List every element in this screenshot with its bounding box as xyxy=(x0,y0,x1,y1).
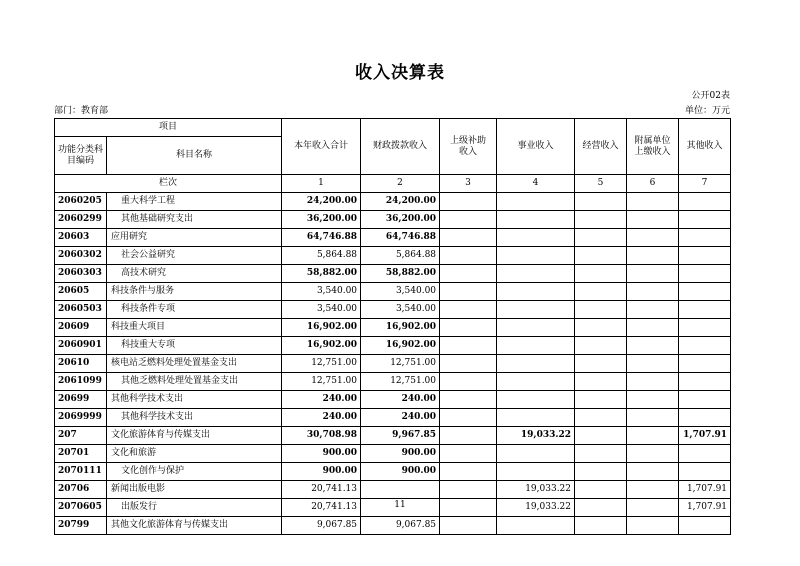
row-subject-name: 重大科学工程 xyxy=(107,193,282,211)
row-subject-name: 其他乏燃料处理处置基金支出 xyxy=(107,373,282,391)
row-subject-name: 文化旅游体育与传媒支出 xyxy=(107,427,282,445)
row-subject-name: 社会公益研究 xyxy=(107,247,282,265)
row-affiliated-value xyxy=(627,337,679,355)
row-fiscal-value: 16,902.00 xyxy=(361,337,440,355)
row-other-value: 1,707.91 xyxy=(679,481,731,499)
row-other-value xyxy=(679,265,731,283)
header-func-code: 功能分类科目编码 xyxy=(55,137,107,175)
row-fiscal-value: 36,200.00 xyxy=(361,211,440,229)
row-subject-name: 高技术研究 xyxy=(107,265,282,283)
table-row xyxy=(55,229,731,247)
row-superior-value xyxy=(440,409,497,427)
row-other-value xyxy=(679,391,731,409)
row-total-value: 900.00 xyxy=(282,463,361,481)
row-total-value: 64,746.88 xyxy=(282,229,361,247)
row-code: 2060302 xyxy=(55,247,107,265)
row-fiscal-value: 3,540.00 xyxy=(361,283,440,301)
row-code: 20609 xyxy=(55,319,107,337)
row-fiscal-value: 5,864.88 xyxy=(361,247,440,265)
col-number: 6 xyxy=(627,175,679,193)
row-other-value xyxy=(679,373,731,391)
row-operating-value xyxy=(575,409,627,427)
row-other-value xyxy=(679,463,731,481)
row-business-value: 19,033.22 xyxy=(497,499,575,517)
table-body xyxy=(55,193,731,535)
row-business-value xyxy=(497,463,575,481)
row-other-value xyxy=(679,517,731,535)
row-fiscal-value xyxy=(361,481,440,499)
row-affiliated-value xyxy=(627,229,679,247)
row-affiliated-value xyxy=(627,193,679,211)
row-business-value xyxy=(497,247,575,265)
row-operating-value xyxy=(575,211,627,229)
row-code: 2070111 xyxy=(55,463,107,481)
header-operating: 经营收入 xyxy=(575,119,627,175)
row-other-value xyxy=(679,445,731,463)
row-total-value: 240.00 xyxy=(282,409,361,427)
row-total-value: 20,741.13 xyxy=(282,499,361,517)
row-total-value: 16,902.00 xyxy=(282,319,361,337)
header-other: 其他收入 xyxy=(679,119,731,175)
table-row xyxy=(55,211,731,229)
row-business-value xyxy=(497,301,575,319)
row-code: 20605 xyxy=(55,283,107,301)
row-subject-name: 其他文化旅游体育与传媒支出 xyxy=(107,517,282,535)
row-code: 2061099 xyxy=(55,373,107,391)
row-affiliated-value xyxy=(627,247,679,265)
row-fiscal-value: 12,751.00 xyxy=(361,355,440,373)
row-code: 2069999 xyxy=(55,409,107,427)
row-code: 20799 xyxy=(55,517,107,535)
table-row xyxy=(55,247,731,265)
row-code: 2060901 xyxy=(55,337,107,355)
row-operating-value xyxy=(575,265,627,283)
row-code: 207 xyxy=(55,427,107,445)
row-other-value xyxy=(679,247,731,265)
row-code: 2060303 xyxy=(55,265,107,283)
row-code: 2060503 xyxy=(55,301,107,319)
row-business-value xyxy=(497,337,575,355)
row-subject-name: 科技条件专项 xyxy=(107,301,282,319)
row-fiscal-value: 16,902.00 xyxy=(361,319,440,337)
row-superior-value xyxy=(440,211,497,229)
row-subject-name: 其他基础研究支出 xyxy=(107,211,282,229)
row-superior-value xyxy=(440,427,497,445)
row-business-value xyxy=(497,409,575,427)
row-affiliated-value xyxy=(627,301,679,319)
income-table xyxy=(54,118,731,535)
row-affiliated-value xyxy=(627,445,679,463)
row-affiliated-value xyxy=(627,373,679,391)
row-business-value xyxy=(497,193,575,211)
table-row xyxy=(55,463,731,481)
row-operating-value xyxy=(575,463,627,481)
row-total-value: 9,067.85 xyxy=(282,517,361,535)
table-row xyxy=(55,283,731,301)
row-superior-value xyxy=(440,373,497,391)
row-total-value: 900.00 xyxy=(282,445,361,463)
row-operating-value xyxy=(575,391,627,409)
table-row xyxy=(55,319,731,337)
row-affiliated-value xyxy=(627,463,679,481)
row-superior-value xyxy=(440,301,497,319)
row-affiliated-value xyxy=(627,481,679,499)
row-operating-value xyxy=(575,445,627,463)
row-business-value xyxy=(497,229,575,247)
row-total-value: 20,741.13 xyxy=(282,481,361,499)
row-fiscal-value: 24,200.00 xyxy=(361,193,440,211)
row-affiliated-value xyxy=(627,427,679,445)
row-total-value: 36,200.00 xyxy=(282,211,361,229)
page-number: 11 xyxy=(394,500,406,510)
col-number: 3 xyxy=(440,175,497,193)
row-subject-name: 科技条件与服务 xyxy=(107,283,282,301)
row-fiscal-value: 240.00 xyxy=(361,409,440,427)
row-code: 20699 xyxy=(55,391,107,409)
row-total-value: 3,540.00 xyxy=(282,301,361,319)
row-affiliated-value xyxy=(627,265,679,283)
row-other-value xyxy=(679,283,731,301)
row-code: 20610 xyxy=(55,355,107,373)
row-superior-value xyxy=(440,463,497,481)
row-code: 2070605 xyxy=(55,499,107,517)
row-subject-name: 应用研究 xyxy=(107,229,282,247)
row-total-value: 12,751.00 xyxy=(282,373,361,391)
row-subject-name: 文化创作与保护 xyxy=(107,463,282,481)
table-row xyxy=(55,337,731,355)
table-row xyxy=(55,481,731,499)
row-affiliated-value xyxy=(627,319,679,337)
row-operating-value xyxy=(575,517,627,535)
header-fiscal: 财政拨款收入 xyxy=(361,119,440,175)
row-business-value xyxy=(497,517,575,535)
table-row xyxy=(55,409,731,427)
row-other-value xyxy=(679,355,731,373)
row-other-value xyxy=(679,193,731,211)
row-operating-value xyxy=(575,283,627,301)
header-business: 事业收入 xyxy=(497,119,575,175)
row-operating-value xyxy=(575,355,627,373)
row-subject-name: 出版发行 xyxy=(107,499,282,517)
row-operating-value xyxy=(575,481,627,499)
row-operating-value xyxy=(575,193,627,211)
table-row xyxy=(55,193,731,211)
row-superior-value xyxy=(440,391,497,409)
row-fiscal-value: 3,540.00 xyxy=(361,301,440,319)
header-superior: 上级补助收入 xyxy=(440,119,497,175)
row-affiliated-value xyxy=(627,391,679,409)
row-subject-name: 其他科学技术支出 xyxy=(107,409,282,427)
row-total-value: 24,200.00 xyxy=(282,193,361,211)
row-operating-value xyxy=(575,301,627,319)
row-other-value xyxy=(679,319,731,337)
row-total-value: 58,882.00 xyxy=(282,265,361,283)
row-other-value xyxy=(679,409,731,427)
row-superior-value xyxy=(440,481,497,499)
row-code: 2060205 xyxy=(55,193,107,211)
header-item: 项目 xyxy=(55,119,282,137)
form-code: 公开02表 xyxy=(691,91,730,101)
header-subject-name: 科目名称 xyxy=(107,137,282,175)
row-total-value: 16,902.00 xyxy=(282,337,361,355)
row-operating-value xyxy=(575,229,627,247)
row-fiscal-value: 64,746.88 xyxy=(361,229,440,247)
table-header xyxy=(55,119,731,193)
header-col-order: 栏次 xyxy=(55,175,282,193)
row-superior-value xyxy=(440,247,497,265)
col-number: 2 xyxy=(361,175,440,193)
page-title: 收入决算表 xyxy=(355,63,445,83)
row-total-value: 30,708.98 xyxy=(282,427,361,445)
table-row xyxy=(55,445,731,463)
row-fiscal-value: 240.00 xyxy=(361,391,440,409)
row-code: 20701 xyxy=(55,445,107,463)
row-other-value xyxy=(679,211,731,229)
row-code: 20706 xyxy=(55,481,107,499)
table-row xyxy=(55,355,731,373)
row-total-value: 3,540.00 xyxy=(282,283,361,301)
table-row xyxy=(55,301,731,319)
row-subject-name: 新闻出版电影 xyxy=(107,481,282,499)
row-affiliated-value xyxy=(627,355,679,373)
table-row xyxy=(55,427,731,445)
row-code: 2060299 xyxy=(55,211,107,229)
row-other-value: 1,707.91 xyxy=(679,499,731,517)
row-superior-value xyxy=(440,229,497,247)
row-operating-value xyxy=(575,247,627,265)
col-number: 7 xyxy=(679,175,731,193)
row-other-value xyxy=(679,301,731,319)
row-operating-value xyxy=(575,373,627,391)
row-affiliated-value xyxy=(627,409,679,427)
row-subject-name: 其他科学技术支出 xyxy=(107,391,282,409)
row-subject-name: 核电站乏燃料处理处置基金支出 xyxy=(107,355,282,373)
row-operating-value xyxy=(575,319,627,337)
row-other-value xyxy=(679,229,731,247)
row-affiliated-value xyxy=(627,517,679,535)
row-superior-value xyxy=(440,265,497,283)
row-subject-name: 科技重大专项 xyxy=(107,337,282,355)
row-operating-value xyxy=(575,427,627,445)
row-fiscal-value: 900.00 xyxy=(361,445,440,463)
row-business-value xyxy=(497,211,575,229)
header-affiliated: 附属单位上缴收入 xyxy=(627,119,679,175)
row-subject-name: 科技重大项目 xyxy=(107,319,282,337)
row-subject-name: 文化和旅游 xyxy=(107,445,282,463)
row-superior-value xyxy=(440,319,497,337)
table-row xyxy=(55,265,731,283)
row-fiscal-value: 9,067.85 xyxy=(361,517,440,535)
row-business-value xyxy=(497,319,575,337)
row-superior-value xyxy=(440,193,497,211)
row-business-value xyxy=(497,355,575,373)
row-business-value xyxy=(497,265,575,283)
row-business-value xyxy=(497,283,575,301)
row-fiscal-value: 900.00 xyxy=(361,463,440,481)
row-total-value: 5,864.88 xyxy=(282,247,361,265)
row-superior-value xyxy=(440,337,497,355)
row-business-value xyxy=(497,373,575,391)
row-total-value: 12,751.00 xyxy=(282,355,361,373)
row-superior-value xyxy=(440,283,497,301)
row-total-value: 240.00 xyxy=(282,391,361,409)
row-superior-value xyxy=(440,517,497,535)
unit-label: 单位：万元 xyxy=(684,106,730,116)
row-fiscal-value: 9,967.85 xyxy=(361,427,440,445)
col-number: 5 xyxy=(575,175,627,193)
col-number: 4 xyxy=(497,175,575,193)
row-other-value: 1,707.91 xyxy=(679,427,731,445)
row-affiliated-value xyxy=(627,283,679,301)
department-label: 部门：教育部 xyxy=(54,106,109,116)
row-superior-value xyxy=(440,355,497,373)
row-affiliated-value xyxy=(627,211,679,229)
row-business-value xyxy=(497,391,575,409)
row-business-value xyxy=(497,445,575,463)
row-business-value: 19,033.22 xyxy=(497,481,575,499)
table-row xyxy=(55,517,731,535)
table-row xyxy=(55,391,731,409)
table-row xyxy=(55,373,731,391)
row-operating-value xyxy=(575,337,627,355)
col-number: 1 xyxy=(282,175,361,193)
row-business-value: 19,033.22 xyxy=(497,427,575,445)
row-fiscal-value: 12,751.00 xyxy=(361,373,440,391)
row-other-value xyxy=(679,337,731,355)
row-fiscal-value: 58,882.00 xyxy=(361,265,440,283)
row-superior-value xyxy=(440,445,497,463)
header-total: 本年收入合计 xyxy=(282,119,361,175)
row-code: 20603 xyxy=(55,229,107,247)
